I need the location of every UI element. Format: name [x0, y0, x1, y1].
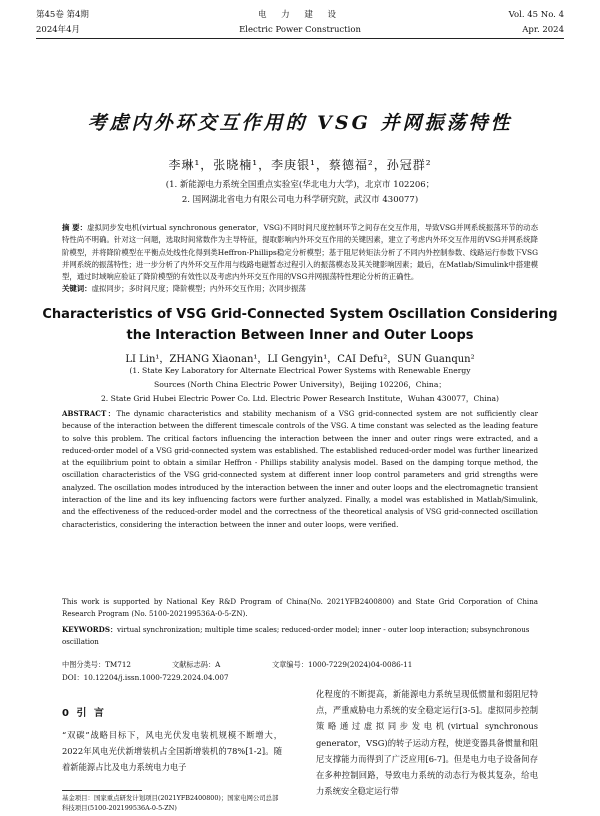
- keywords-cn-label: 关键词：: [62, 284, 92, 294]
- keywords-en-label: KEYWORDS：: [62, 625, 118, 634]
- abstract-en-label: ABSTRACT：: [62, 409, 117, 418]
- footnote-rule: [62, 790, 142, 791]
- intro-left-column: “双碳”战略目标下，风电光伏发电装机规模不断增大，2022年风电光伏新增装机占全国新增装机的78%[1-2]。随着新能源占比及电力系统电力电子: [62, 730, 282, 772]
- funding-statement-en: This work is supported by National Key R&D Program of China(No. 2021YFB2400800) and State Grid Corporation of China Research Program (No. 5100-202199536A-0-5-ZN).: [62, 597, 538, 619]
- keywords-en-text: virtual synchronization; multiple time scales; reduced-order model; inner - outer loop interaction; subsynchronous oscillation: [62, 625, 530, 647]
- section-heading-intro: 0 引 言: [62, 708, 106, 719]
- clc-number: 中图分类号：TM712: [62, 660, 131, 669]
- abstract-cn-text: 虚拟同步发电机(virtual synchronous generator，VSG)不同时间尺度控制环节之间存在交互作用，导致VSG并网系统振荡环节的动态特性尚不明确。针对这一问题，选取时间常数作为主导特征，提取影响内外环交互作用的关键因素，建立了考虑内外环交互作用的VSG并网系统降阶模型，并将降阶模型在平衡点处线性化得到类Heffron-Phillips稳定分析模型；基于阻尼转矩法分析了不同内外控制参数、线路运行参数下VSG并网系统的振荡特性；进一步分析了内外环交互作用与线路电磁暂态过程引入的振荡模态及其关键影响因素；最后，在Matlab/Simulink中搭建模型，通过时域响应验证了降阶模型的有效性以及考虑内外环交互作用的VSG并网振荡特性理论分析的正确性。: [62, 223, 539, 282]
- paper-title-en-line-1: Characteristics of VSG Grid-Connected System Oscillation Considering: [42, 307, 558, 322]
- article-meta: [62, 660, 538, 672]
- document-code: 文献标志码：A: [172, 660, 221, 669]
- abstract-cn: [62, 222, 538, 296]
- volume-cn: 第45卷 第4期: [36, 10, 89, 20]
- affiliation-en-2: Sources (North China Electric Power University)，Beijing 102206，China；: [154, 380, 446, 389]
- running-header: [36, 8, 564, 39]
- intro-right-column: 化程度的不断提高，新能源电力系统呈现低惯量和弱阻尼特点，严重威胁电力系统的安全稳定运行[3-5]。虚拟同步控制策略通过虚拟同步发电机(virtual synchronous generator，VSG)的转子运动方程，使逆变器具备惯量和阻尼支撑能力而得到了广泛应用[6-7]。但是电力电子设备间存在多种控制回路，导致电力系统的动态行为极其复杂，给电力系统安全稳定运行带: [316, 689, 538, 797]
- volume-en: Vol. 45 No. 4: [508, 10, 564, 20]
- date-en: Apr. 2024: [522, 25, 564, 35]
- header-center: [36, 8, 564, 38]
- paper-title-en: [0, 304, 600, 346]
- authors-cn: 李琳¹，张晓楠¹，李庚银¹，蔡德福²，孙冠群²: [168, 158, 432, 172]
- abstract-en: [62, 408, 538, 531]
- authors-en: LI Lin¹，ZHANG Xiaonan¹，LI Gengyin¹，CAI Defu²，SUN Guanqun²: [125, 354, 475, 365]
- header-right: [509, 8, 564, 38]
- affiliation-cn-1: (1. 新能源电力系统全国重点实验室(华北电力大学)，北京市 102206；: [165, 180, 435, 190]
- funding-footnote-cn: 基金项目：国家重点研发计划项目(2021YFB2400800)；国家电网公司总部科技项目(5100-202199536A-0-5-ZN): [62, 794, 279, 812]
- paper-title-cn: 考虑内外环交互作用的 VSG 并网振荡特性: [87, 112, 513, 134]
- abstract-en-text: The dynamic characteristics and stability mechanism of a VSG grid-connected system are not sufficiently clear because of the interaction between the different timescale controls of the VSG. A time constant was selected as the leading feature to solve this problem. The critical factors influencing the interaction between the inner and outer rings were extracted, and a reduced-order model of a VSG grid-connected system was established. The established reduced-order model was further linearized at the equilibrium point to obtain a similar Heffron - Phillips stability analysis model. Based on the damping torque method, the oscillation characteristics of the VSG grid-connected system at different inner loop control parameters and grid strengths were analyzed. The oscillation modes introduced by the interaction between the inner and outer loops and the electromagnetic transient interaction of the line and its key influencing factors were further analyzed. Finally, a model was established in Matlab/Simulink, and the effectiveness of the reduced-order model and the correctness of the theoretical analysis of VSG grid-connected oscillation characteristics, considering the interaction between the inner and outer loops, were verified.: [62, 409, 538, 529]
- keywords-cn-text: 虚拟同步；多时间尺度；降阶模型；内外环交互作用；次同步振荡: [91, 284, 306, 294]
- keywords-en: [62, 624, 538, 649]
- journal-name-en: Electric Power Construction: [239, 25, 361, 35]
- affiliation-en-3: 2. State Grid Hubei Electric Power Co. Ltd. Electric Power Research Institute，Wuhan 430077，China): [100, 394, 500, 403]
- date-cn: 2024年4月: [36, 25, 81, 35]
- doi: DOI：10.12204/j.issn.1000-7229.2024.04.007: [62, 673, 229, 682]
- affiliation-en-1: (1. State Key Laboratory for Alternate Electrical Power Systems with Renewable Energy: [129, 366, 471, 375]
- abstract-cn-label: 摘 要：: [62, 223, 88, 232]
- journal-name-cn: 电 力 建 设: [257, 10, 343, 20]
- paper-title-en-line-2: the Interaction Between Inner and Outer Loops: [126, 328, 474, 343]
- article-number: 文章编号：1000-7229(2024)04-0086-11: [272, 660, 413, 669]
- affiliation-cn-2: 2. 国网湖北省电力有限公司电力科学研究院，武汉市 430077): [181, 195, 419, 205]
